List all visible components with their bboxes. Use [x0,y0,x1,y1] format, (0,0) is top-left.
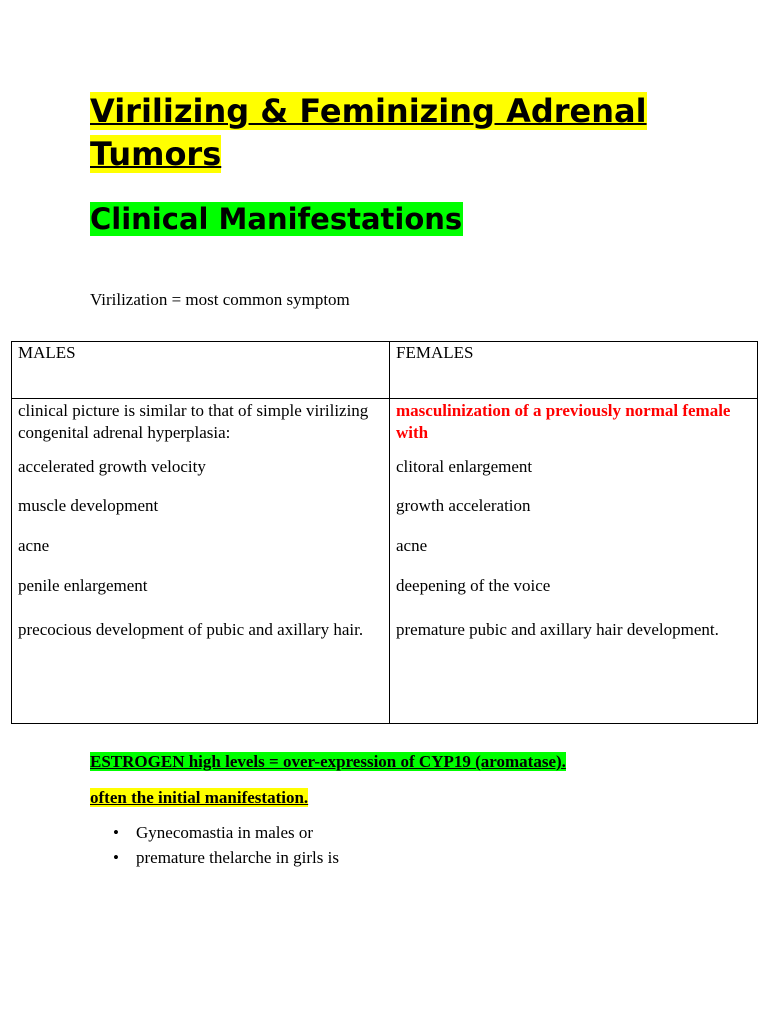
estrogen-line [90,750,566,774]
initial-manifestation-line [90,786,308,810]
males-lead: clinical picture is similar to that of simple virilizing congenital adrenal hyperplasia: [18,401,369,442]
males-item: muscle development [18,496,159,515]
manifestations-table [11,341,758,724]
bullet-icon: • [113,823,119,842]
page-title-text: Virilizing & Feminizing Adrenal Tumors [90,92,647,173]
list-item [90,820,339,845]
females-item: premature pubic and axillary hair development. [396,620,719,639]
initial-manifestation-text: often the initial manifestation. [90,788,309,807]
males-item: penile enlargement [18,576,148,595]
males-item: accelerated growth velocity [18,457,206,476]
estrogen-line-text: ESTROGEN high levels = over-expression of CYP19 (aromatase). [90,752,566,771]
females-cell [390,399,758,724]
females-header: FEMALES [390,342,758,399]
bullet-icon: • [113,848,119,867]
table-row [12,399,758,724]
females-item: acne [396,536,428,555]
females-item: deepening of the voice [396,576,551,595]
males-cell [12,399,390,724]
females-lead: masculinization of a previously normal female with [396,401,731,442]
males-item: acne [18,536,50,555]
table-header-row [12,342,758,399]
list-item-text: Gynecomastia in males or [136,823,314,842]
list-item-text: premature thelarche in girls is [136,848,339,867]
males-item: precocious development of pubic and axillary hair. [18,620,364,639]
females-item: clitoral enlargement [396,457,533,476]
females-item: growth acceleration [396,496,531,515]
section-heading-text: Clinical Manifestations [90,202,463,236]
list-item [90,845,339,870]
bullet-list [90,820,339,870]
section-heading [90,199,463,239]
males-header: MALES [12,342,390,399]
page-title [90,90,690,176]
intro-text: Virilization = most common symptom [90,290,350,309]
